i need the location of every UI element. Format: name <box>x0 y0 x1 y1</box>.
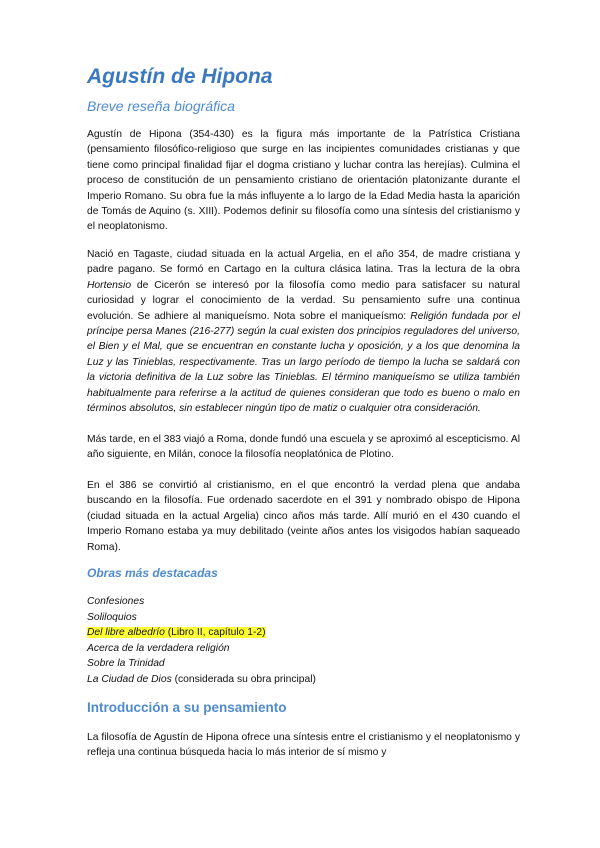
page-title: Agustín de Hipona <box>87 65 273 88</box>
work-title: Del libre albedrío <box>87 627 165 639</box>
list-item <box>87 672 316 688</box>
list-item <box>87 610 316 626</box>
work-title: Acerca de la verdadera religión <box>87 642 230 654</box>
list-item <box>87 625 316 641</box>
work-title: Soliloquios <box>87 611 137 623</box>
list-item <box>87 641 316 657</box>
section-subtitle: Breve reseña biográfica <box>87 98 235 114</box>
paragraph-thought: La filosofía de Agustín de Hipona ofrece una síntesis entre el cristianismo y el neoplatonismo y refleja una continua búsqueda hacia lo más interior de sí mismo y <box>87 732 520 759</box>
works-heading: Obras más destacadas <box>87 566 218 580</box>
list-item <box>87 594 316 610</box>
maniqueismo-note: Religión fundada por el príncipe persa Manes (216-277) según la cual existen dos principios reguladores del universo, el Bien y el Mal, que se encuentran en constante lucha y oposición, y a los que denomina la Luz y las Tinieblas, respectivamente. Tras un largo período de tiempo la lucha se saldará con la victoria definitiva de la Luz sobre las Tinieblas. El término maniqueísmo se utiliza también habitualmente para referirse a la actitud de quienes consideran que todo es bueno o malo en términos absolutos, sin establecer ningún tipo de matiz o cualquier otra consideración. <box>87 310 520 415</box>
work-title: Confesiones <box>87 596 145 607</box>
paragraph-rome: Más tarde, en el 383 viajó a Roma, donde fundó una escuela y se aproximó al escepticismo. Al año siguiente, en Milán, conoce la filosofía neoplatónica de Plotino. <box>87 434 520 461</box>
work-note: (considerada su obra principal) <box>171 673 316 685</box>
paragraph-conversion: En el 386 se convirtió al cristianismo, en el que encontró la verdad plena que andaba buscando en la filosofía. Fue ordenado sacerdote en el 391 y nombrado obispo de Hipona (ciudad situada en la actual Argelia) cinco años más tarde. Allí murió en el 430 cuando el Imperio Romano estaba ya muy debilitado (veinte años antes los visigodos habían saqueado Roma). <box>87 480 520 553</box>
highlighted-work <box>87 627 266 638</box>
work-title-hortensio: Hortensio <box>87 279 132 291</box>
paragraph-biography-part-1: Nació en Tagaste, ciudad situada en la actual Argelia, en el año 354, de madre cristiana y padre pagano. Se formó en Cartago en la cultura clásica latina. Tras la lectura de la obra <box>87 249 520 276</box>
work-title: La Ciudad de Dios <box>87 673 172 685</box>
intro-heading: Introducción a su pensamiento <box>87 700 287 715</box>
work-note: (Libro II, capítulo 1-2) <box>164 627 266 639</box>
paragraph-intro: Agustín de Hipona (354-430) es la figura más importante de la Patrística Cristiana (pensamiento filosófico-religioso que surge en las incipientes comunidades cristianas y que tiene como principal finalidad fijar el dogma cristiano y luchar contra las herejías). Culmina el proceso de constitución de un pensamiento cristiano de orientación platonizante durante el Imperio Romano. Su obra fue la más influyente a lo largo de la Edad Media hasta la aparición de Tomás de Aquino (s. XIII). Podemos definir su filosofía como una síntesis del cristianismo y el neoplatonismo. <box>87 129 520 233</box>
paragraph-biography <box>87 247 520 416</box>
works-list <box>87 594 316 688</box>
list-item <box>87 656 316 672</box>
work-title: Sobre la Trinidad <box>87 658 165 670</box>
paragraph-biography-part-2: de Cicerón se interesó por la filosofía como medio para satisfacer su natural curiosidad y lograr el conocimiento de la verdad. Su pensamiento sufre una continua evolución. Se adhiere al maniqueísmo. Nota sobre el maniqueísmo: <box>87 279 520 322</box>
